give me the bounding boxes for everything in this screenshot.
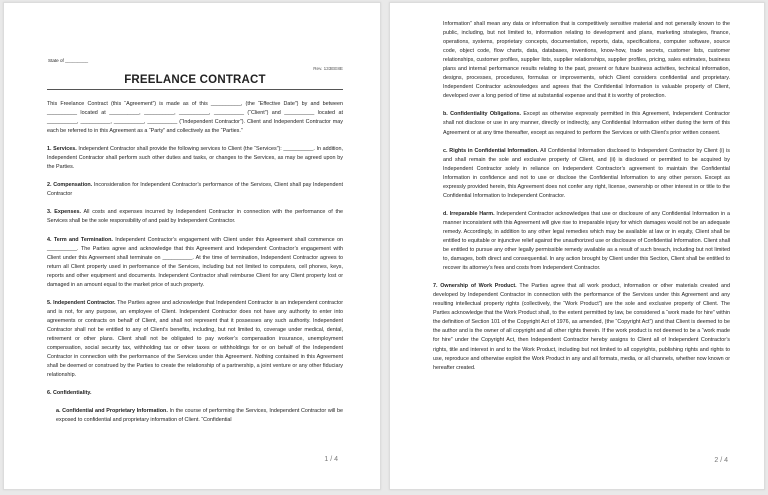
- document-title: FREELANCE CONTRACT: [47, 74, 343, 90]
- subsection-rights: [443, 147, 730, 201]
- section-work-product: [433, 282, 730, 372]
- document-page-2: [389, 2, 765, 490]
- section-services: [47, 145, 343, 172]
- subsection-obligations: [443, 110, 730, 137]
- page-header: [47, 56, 343, 70]
- section-text: The Parties agree and acknowledge that Independent Contractor is an independent contractor and is not, for any purpose, an employee of Client. Independent Contractor does not have any authority to enter into agreements or contracts on behalf of Client, and shall not represent that it possesses any such authority. Independent Contractor shall not be entitled to any of Client’s benefits, including, but not limited to, coverage under medical, dental, retirement or other plans. Client shall not be obligated to pay worker’s compensation insurance, unemployment compensation, social security tax, withholding tax or other taxes or withholdings for or on behalf of the Independent Contractor in connection with the performance of the Services under this Agreement. Nothing contained in this Agreement shall be deemed or construed by the Parties to create the relationship of a partnership, a joint venture or any other fiduciary relationship.: [47, 299, 344, 379]
- subsection-text: In the course of performing the Services, Independent Contractor will be exposed to confidential and proprietary information of Client. “Confidential: [56, 408, 343, 424]
- section-heading: 3. Expenses.: [47, 209, 81, 216]
- document-page-1: [3, 2, 381, 490]
- page-number: 2 / 4: [714, 457, 728, 464]
- subsection-irreparable-harm: [443, 210, 730, 273]
- page-1-content: [47, 56, 343, 425]
- section-text: All costs and expenses incurred by Independent Contractor in connection with the performance of the Services shall be the sole responsibility of and paid by Independent Contractor.: [47, 209, 343, 225]
- section-expenses: [47, 208, 343, 226]
- revision-code: Rev. 133EE8E: [313, 66, 343, 71]
- subsection-heading: b. Confidentiality Obligations.: [443, 111, 522, 118]
- subsection-heading: a. Confidential and Proprietary Information.: [56, 408, 168, 415]
- section-text: Independent Contractor’s engagement with Client under this Agreement shall commence on __________. The Parties agree and acknowledge that this Agreement and Independent Contractor’s engagement with Client under this Agreement shall terminate on __________. At the time of termination, Independent Contractor agrees to return all Client property used in performance of the Services, including but not limited to computers, cell phones, keys, reports and other equipment and documents. Independent Contractor shall reimburse Client for any Client property lost or damaged in an amount equal to the market price of such property.: [47, 236, 343, 288]
- subsection-heading: c. Rights in Confidential Information.: [443, 147, 539, 154]
- section-compensation: [47, 181, 343, 199]
- section-text: Independent Contractor shall provide the following services to Client (the “Services”): __________. In addition, Independent Contractor shall perform such other duties and tasks, or changes to the Services, as may be agreed upon by the Parties.: [47, 146, 343, 171]
- section-text: The Parties agree that all work product, information or other materials created and developed by Independent Contractor in connection with the performance of the Services under this Agreement and any resulting intellectual property rights (collectively, the “Work Product”) are the sole and exclusive property of Client. The Parties acknowledge that the Work Product shall, to the extent permitted by law, be considered a “work made for hire” within the definition of Section 101 of the Copyright Act of 1976, as amended, (the “Copyright Act”) and that Client is deemed to be the author and is the owner of all copyright and all other rights therein. If the work product is not deemed to be a “work made for hire” under the Copyright Act, then Independent Contractor hereby assigns to Client all of Independent Contractor’s rights, title and interest in and to the Work Product, including but not limited to all copyrights, publishing rights and rights to use, reproduce and otherwise exploit the Work Product in any and all formats, media, or all channels, whether now known or hereafter created.: [433, 283, 730, 371]
- section-term-termination: [47, 236, 343, 290]
- subsection-text: Except as otherwise expressly permitted in this Agreement, Independent Contractor shall not disclose or use in any manner, directly or indirectly, any Confidential Information either during the term of this Agreement or at any time thereafter, except as required to perform the Services or with Client’s prior written consent.: [443, 111, 730, 136]
- page-number: 1 / 4: [324, 456, 338, 463]
- section-heading: 6. Confidentiality.: [47, 390, 92, 397]
- subsection-text: Independent Contractor acknowledges that use or disclosure of any Confidential Information in a manner inconsistent with this Agreement will give rise to irreparable injury for which damages would not be an adequate remedy. Accordingly, in addition to any other legal remedies which may be available at law or in equity, Client shall be entitled to equitable or injunctive relief against the unauthorized use or disclosure of Confidential Information. Client shall be entitled to pursue any other legally permissible remedy available as a result of such breach, including but not limited to, damages, both direct and consequential. In any action brought by Client under this Section, Client shall be entitled to recover its attorney’s fees and costs from Independent Contractor.: [443, 210, 730, 272]
- section-heading: 1. Services.: [47, 146, 77, 153]
- section-heading: 5. Independent Contractor.: [47, 299, 116, 306]
- section-independent-contractor: [47, 299, 343, 380]
- section-confidentiality: [47, 389, 343, 398]
- subsection-text: All Confidential Information disclosed to Independent Contractor by Client (i) is and shall remain the sole and exclusive property of Client, and (ii) is disclosed or permitted to be acquired by Independent Contractor solely in reliance on Independent Contractor’s agreement to maintain the Confidential Information in confidence and not to use or disclose the Confidential Information to any other person. Except as expressly provided herein, this Agreement does not confer any right, license, ownership or other interest in or title to the Confidential Information to Independent Contractor.: [443, 147, 730, 199]
- section-heading: 7. Ownership of Work Product.: [433, 283, 517, 290]
- subsection-confidential-info: [47, 407, 343, 425]
- subsection-heading: d. Irreparable Harm.: [443, 210, 495, 217]
- section-heading: 4. Term and Termination.: [47, 236, 113, 243]
- intro-paragraph: This Freelance Contract (this “Agreement”) is made as of this __________, (the “Effective Date”) by and between __________ located at __________, __________, __________, __________ (“Client”) and __________ located at __________, __________, __________, __________ (“Independent Contractor”). Client and Independent Contractor may each be referred to in this Agreement as a “Party” and collectively as the “Parties.”: [47, 101, 343, 135]
- page-2-content: [433, 20, 730, 373]
- section-text: Inconsideration for Independent Contractor’s performance of the Services, Client shall pay Independent Contractor: [47, 182, 343, 198]
- continuation-paragraph: Information” shall mean any data or information that is competitively sensitive material and not generally known to the public, including, but not limited to, information relating to development and plans, marketing strategies, finance, operations, systems, proprietary concepts, documentation, reports, data, specifications, computer software, source code, object code, flow charts, data, databases, inventions, know-how, trade secrets, customer lists, customer relationships, customer profiles, supplier lists, supplier relationships, supplier profiles, pricing, sales estimates, business plans and internal performance results relating to the past, present or future business activities, technical information, designs, processes, procedures, formulas or improvements, which Client considers confidential and proprietary. Independent Contractor acknowledges and agrees that the Confidential Information is valuable property of Client, developed over a long period of time at substantial expense and that it is worthy of protection.: [443, 21, 730, 100]
- section-heading: 2. Compensation.: [47, 182, 93, 189]
- state-field: State of _________: [48, 58, 89, 63]
